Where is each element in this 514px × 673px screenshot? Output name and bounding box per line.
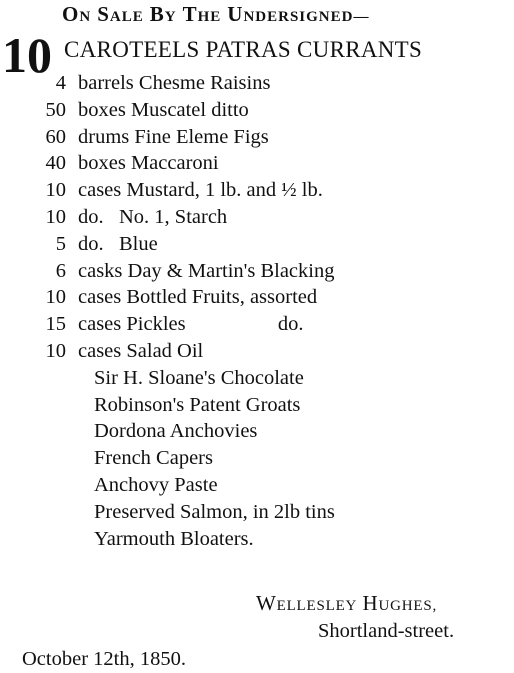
advertisement-heading: ON SALE BY THE UNDERSIGNED— xyxy=(62,2,370,26)
signature-address: Shortland-street. xyxy=(318,620,455,642)
item-description: French Capers xyxy=(94,447,213,470)
signature-name: WELLESLEY HUGHES, xyxy=(256,591,438,615)
item-quantity: 10 xyxy=(45,179,66,202)
item-description: do. No. 1, Starch xyxy=(78,205,228,228)
lead-quantity: 10 xyxy=(2,27,52,83)
item-description: cases Salad Oil xyxy=(78,339,204,362)
item-description: Preserved Salmon, in 2lb tins xyxy=(94,500,335,523)
item-description: do. Blue xyxy=(78,232,158,255)
item-description: casks Day & Martin's Blacking xyxy=(78,259,335,282)
item-description: drums Fine Eleme Figs xyxy=(78,125,269,148)
item-quantity: 50 xyxy=(45,98,66,121)
item-description: Robinson's Patent Groats xyxy=(94,393,301,416)
item-description: cases Pickles do. xyxy=(78,313,304,336)
item-quantity: 5 xyxy=(55,232,66,255)
item-description: barrels Chesme Raisins xyxy=(78,72,271,94)
item-description: Dordona Anchovies xyxy=(94,420,258,443)
item-description: boxes Maccaroni xyxy=(78,152,219,175)
item-quantity: 40 xyxy=(45,152,66,175)
item-quantity: 60 xyxy=(45,125,66,148)
item-quantity: 10 xyxy=(45,205,66,228)
item-quantity: 15 xyxy=(45,313,66,336)
item-quantity: 6 xyxy=(55,259,66,282)
item-quantity: 10 xyxy=(45,286,66,309)
item-quantity: 4 xyxy=(55,72,66,94)
item-quantity: 10 xyxy=(45,339,66,362)
item-description: Anchovy Paste xyxy=(94,473,218,496)
item-description: Yarmouth Bloaters. xyxy=(94,527,254,550)
item-description: cases Mustard, 1 lb. and ½ lb. xyxy=(78,179,323,202)
item-description: cases Bottled Fruits, assorted xyxy=(78,286,318,309)
lead-item: CAROTEELS PATRAS CURRANTS xyxy=(64,37,423,62)
item-description: boxes Muscatel ditto xyxy=(78,98,249,121)
publication-date: October 12th, 1850. xyxy=(22,648,186,670)
item-description: Sir H. Sloane's Chocolate xyxy=(94,366,304,389)
